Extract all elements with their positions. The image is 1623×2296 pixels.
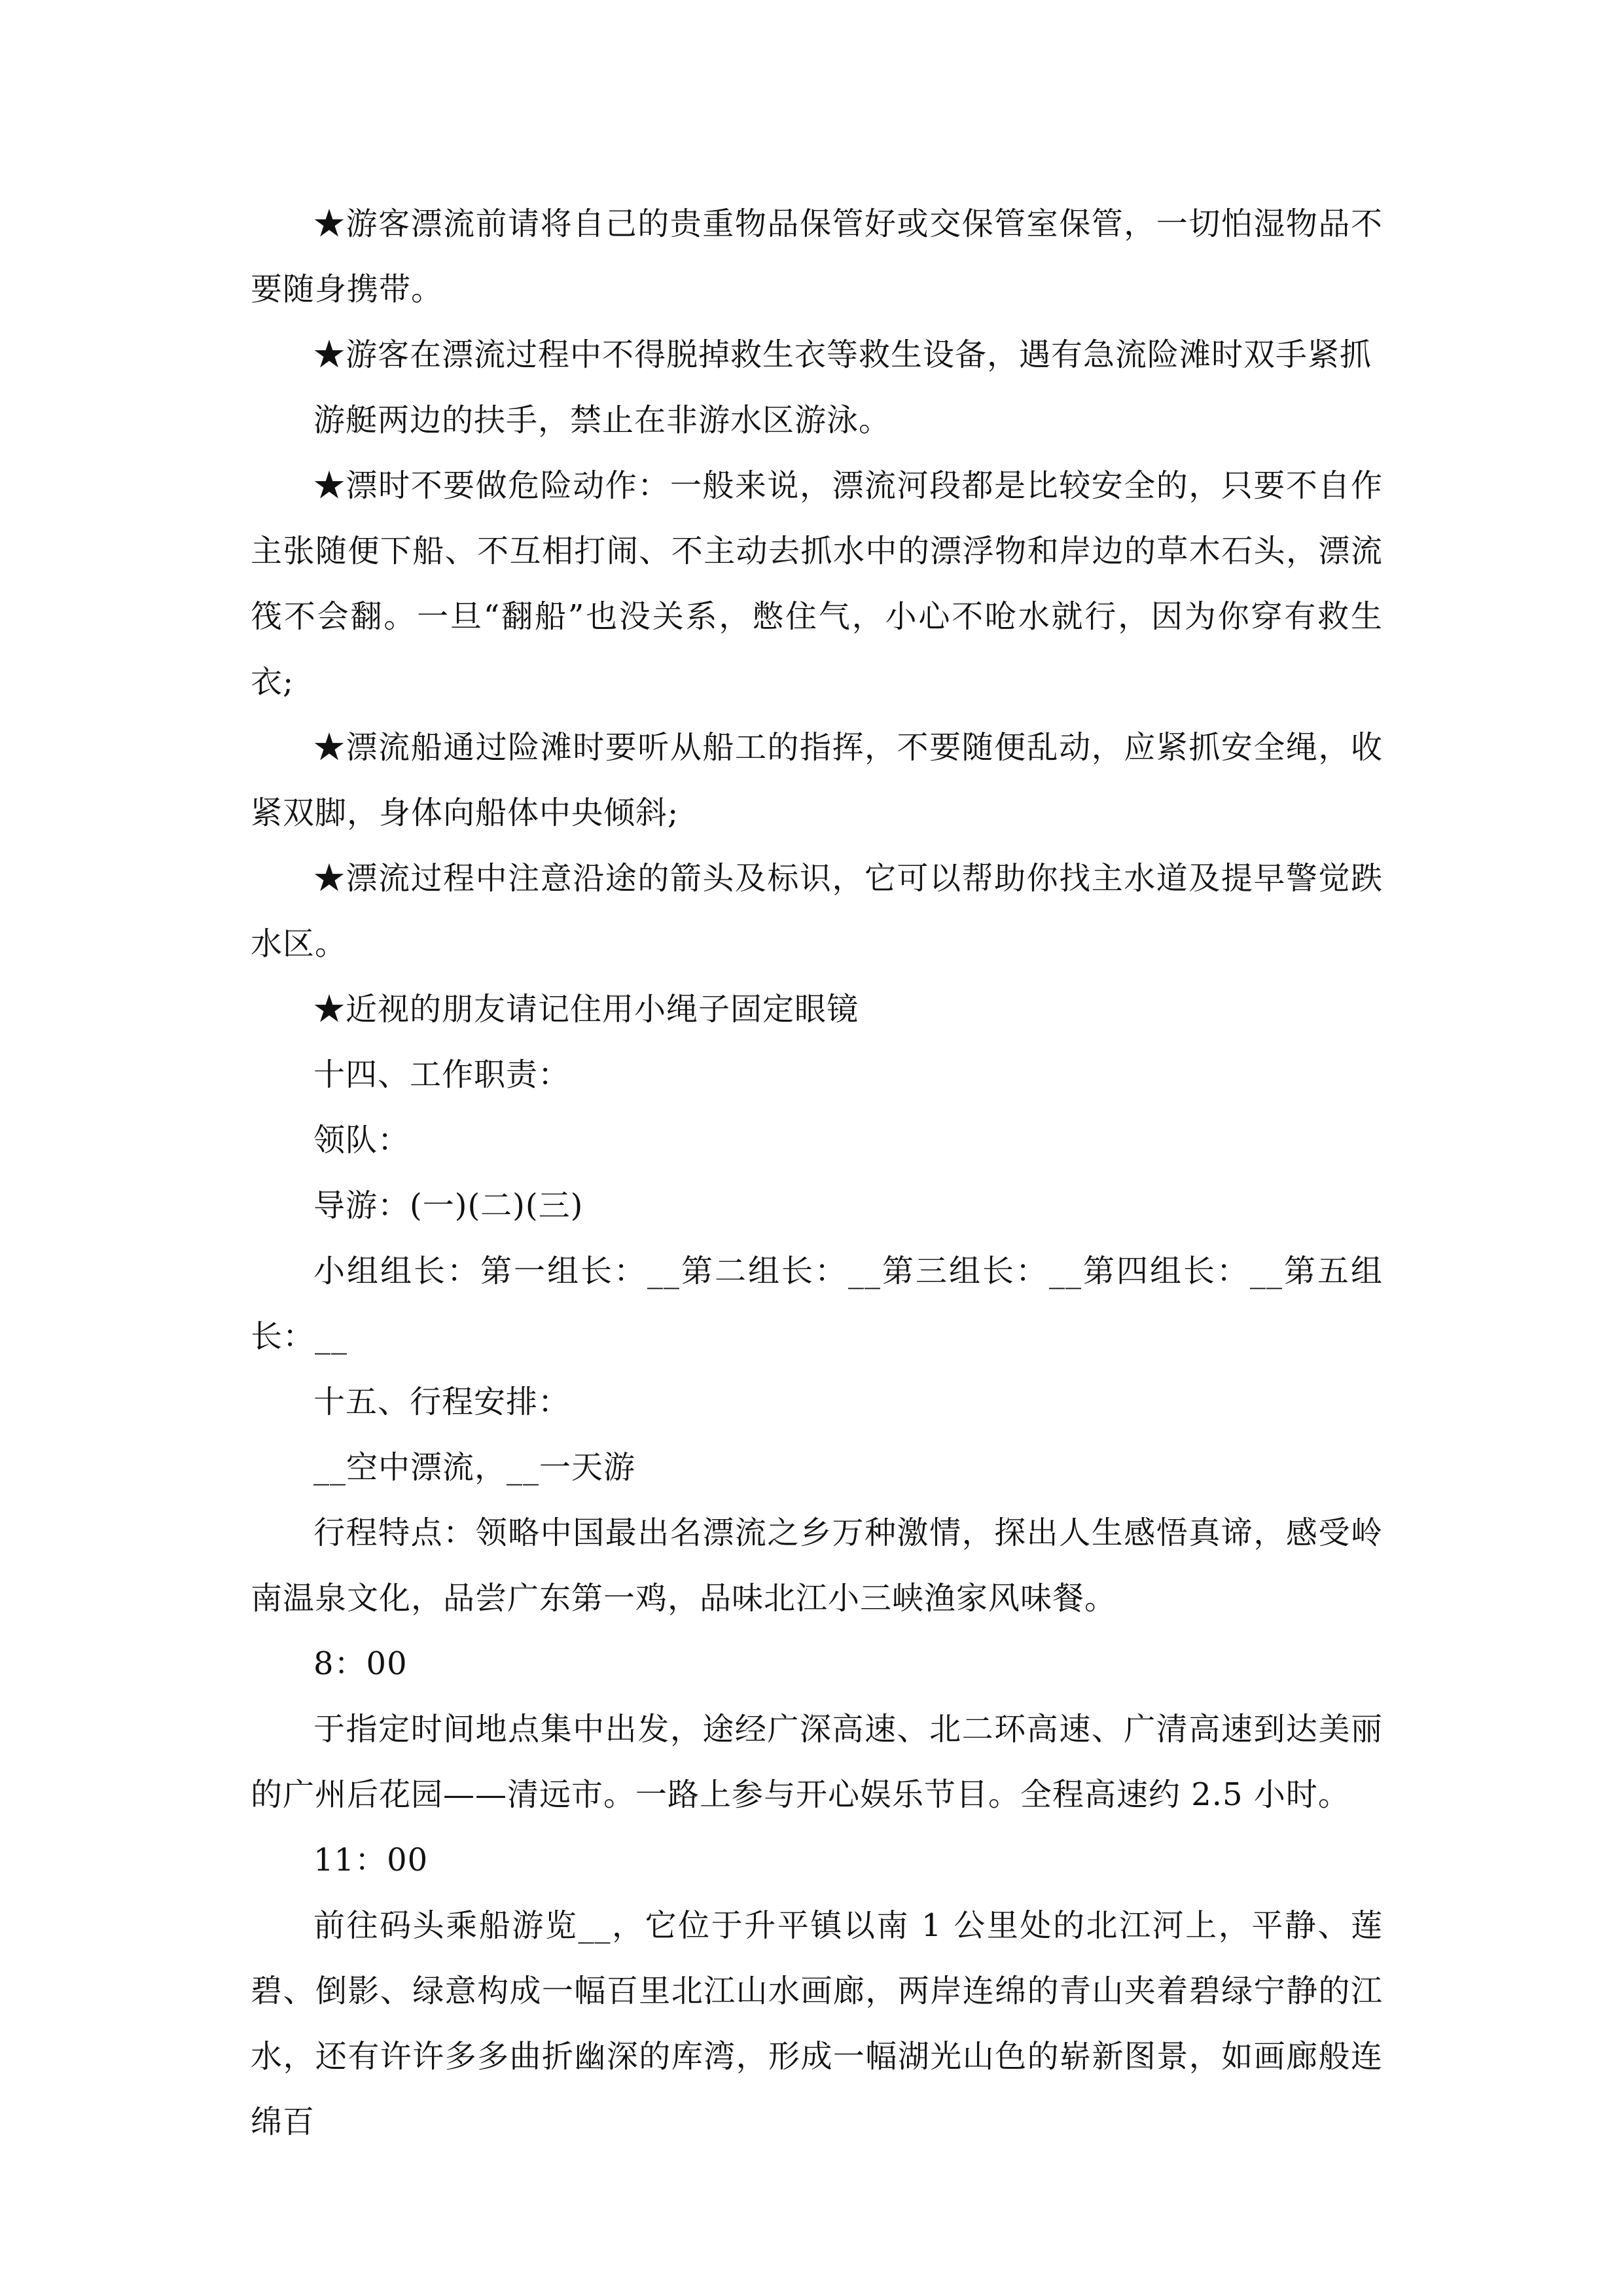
paragraph-rapids: ★漂流船通过险滩时要听从船工的指挥，不要随便乱动，应紧抓安全绳，收紧双脚，身体向船体中央倾斜; — [251, 729, 1383, 831]
time-0800: 8：00 — [313, 1645, 408, 1682]
paragraph-valuables: ★游客漂流前请将自己的贵重物品保管好或交保管室保管，一切怕湿物品不要随身携带。 — [251, 206, 1383, 308]
paragraph-glasses: ★近视的朋友请记住用小绳子固定眼镜 — [313, 991, 859, 1028]
paragraph-arrows: ★漂流过程中注意沿途的箭头及标识，它可以帮助你找主水道及提早警觉跌水区。 — [251, 860, 1383, 962]
line-team-leader: 领队： — [313, 1122, 410, 1158]
time-1100: 11：00 — [313, 1842, 429, 1878]
line-trip-title: __空中漂流，__一天游 — [313, 1449, 636, 1486]
paragraph-handrails: 游艇两边的扶手，禁止在非游水区游泳。 — [313, 402, 891, 439]
document-body — [251, 191, 1383, 2155]
section-heading-duties: 十四、工作职责： — [313, 1056, 571, 1093]
line-group-leaders: 小组组长：第一组长：__第二组长：__第三组长：__第四组长：__第五组长：__ — [251, 1253, 1383, 1355]
paragraph-departure: 于指定时间地点集中出发，途经广深高速、北二环高速、广清高速到达美丽的广州后花园——清远市。一路上参与开心娱乐节目。全程高速约 2.5 小时。 — [251, 1711, 1383, 1813]
paragraph-trip-features: 行程特点：领略中国最出名漂流之乡万种激情，探出人生感悟真谛，感受岭南温泉文化，品尝广东第一鸡，品味北江小三峡渔家风味餐。 — [251, 1515, 1383, 1617]
paragraph-no-danger: ★漂时不要做危险动作：一般来说，漂流河段都是比较安全的，只要不自作主张随便下船、不互相打闹、不主动去抓水中的漂浮物和岸边的草木石头，漂流筏不会翻。一旦“翻船”也没关系，憋住气，小心不呛水就行，因为你穿有救生衣; — [251, 467, 1383, 700]
section-heading-itinerary: 十五、行程安排： — [313, 1384, 571, 1420]
line-guides: 导游：(一)(二)(三) — [313, 1187, 584, 1224]
paragraph-boat-tour: 前往码头乘船游览__，它位于升平镇以南 1 公里处的北江河上，平静、莲碧、倒影、绿意构成一幅百里北江山水画廊，两岸连绵的青山夹着碧绿宁静的江水，还有许许多多曲折幽深的库湾，形成一幅湖光山色的崭新图景，如画廊般连绵百 — [251, 1907, 1383, 2140]
paragraph-life-jacket: ★游客在漂流过程中不得脱掉救生衣等救生设备，遇有急流险滩时双手紧抓 — [313, 336, 1372, 373]
